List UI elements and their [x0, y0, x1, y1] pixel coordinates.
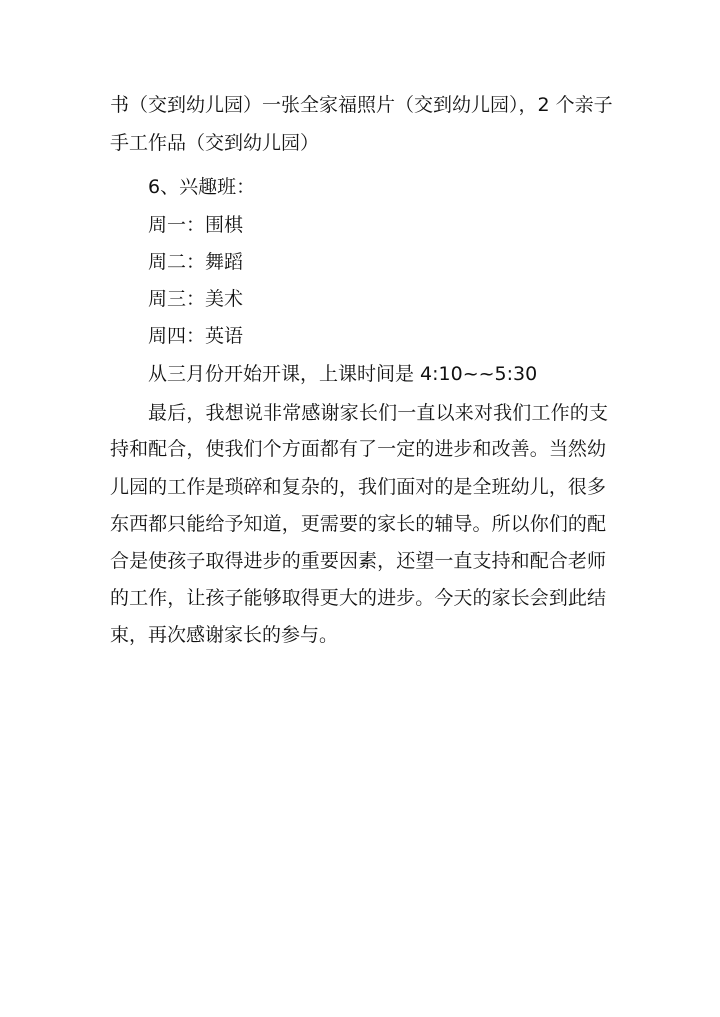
schedule-tuesday: 周二：舞蹈 [148, 251, 244, 273]
schedule-wednesday: 周三：美术 [148, 288, 244, 310]
closing-paragraph-line-5: 合是使孩子取得进步的重要因素，还望一直支持和配合老师 [110, 550, 606, 572]
closing-paragraph-line-3: 儿园的工作是琐碎和复杂的，我们面对的是全班幼儿，很多 [110, 476, 606, 498]
schedule-monday: 周一：围棋 [148, 214, 244, 236]
class-time-note: 从三月份开始开课，上课时间是 4:10~~5:30 [148, 363, 538, 385]
closing-paragraph-line-1: 最后，我想说非常感谢家长们一直以来对我们工作的支 [148, 402, 608, 424]
closing-paragraph-line-2: 持和配合，使我们个方面都有了一定的进步和改善。当然幼 [110, 438, 606, 460]
paragraph-line-1: 书（交到幼儿园）一张全家福照片（交到幼儿园），2 个亲子 [110, 94, 613, 116]
section-heading-interest-class: 6、兴趣班： [148, 176, 256, 198]
closing-paragraph-line-4: 东西都只能给予知道，更需要的家长的辅导。所以你们的配 [110, 513, 606, 535]
closing-paragraph-line-7: 束，再次感谢家长的参与。 [110, 624, 339, 646]
paragraph-line-2: 手工作品（交到幼儿园） [110, 132, 320, 154]
closing-paragraph-line-6: 的工作，让孩子能够取得更大的进步。今天的家长会到此结 [110, 587, 606, 609]
schedule-thursday: 周四：英语 [148, 325, 244, 347]
